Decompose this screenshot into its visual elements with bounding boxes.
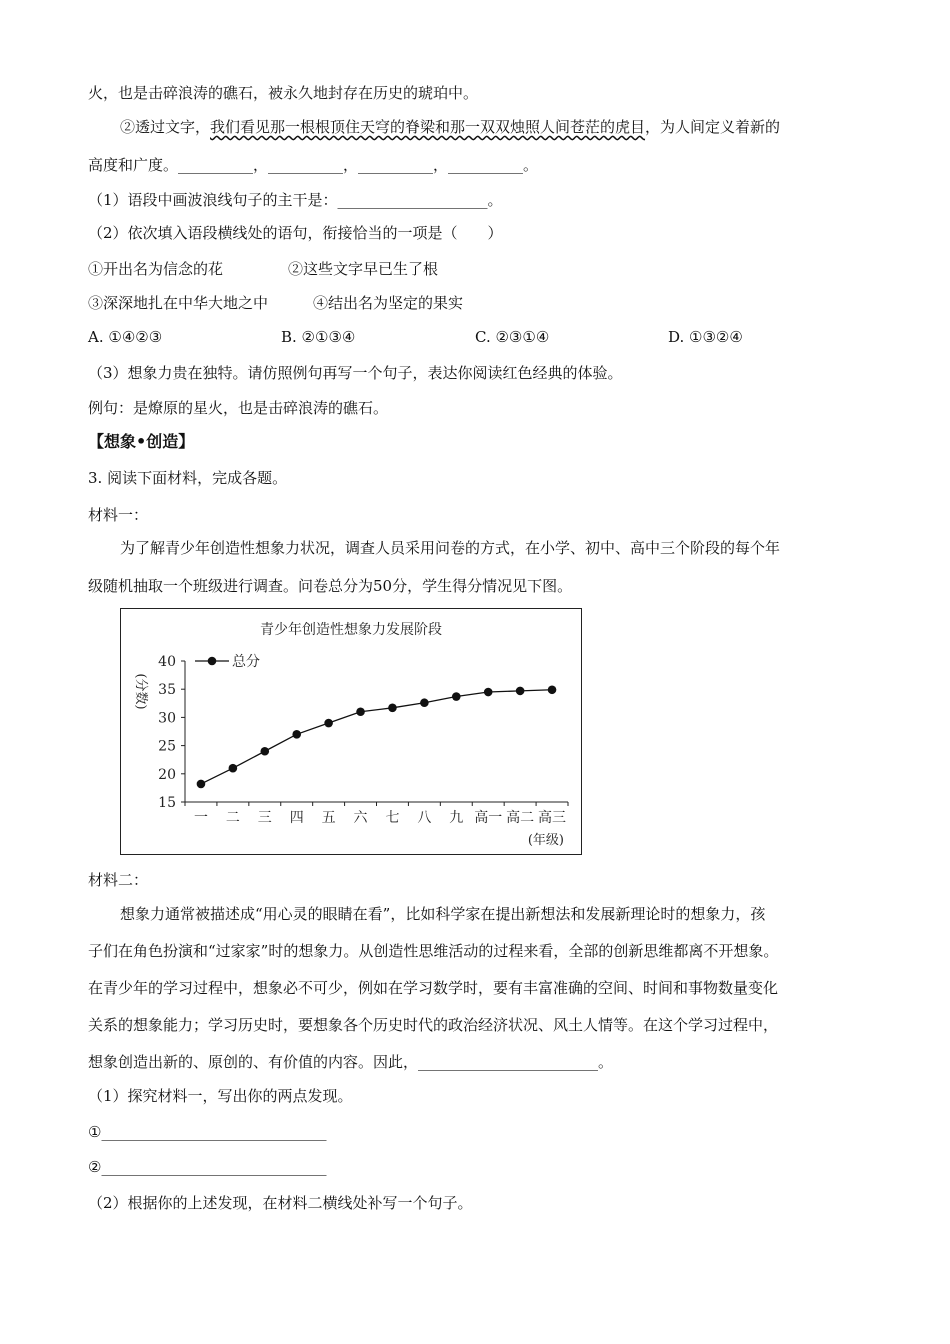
- material-2-para-5: 想象创造出新的、原创的、有价值的内容。因此，________________________。: [88, 1053, 614, 1071]
- line-1: 火，也是击碎浪涛的礁石，被永久地封存在历史的琥珀中。: [88, 84, 479, 102]
- data-point: [197, 780, 206, 789]
- data-point: [356, 707, 365, 716]
- x-tick-label: 高三: [538, 810, 567, 826]
- x-tick-label: 高一: [474, 810, 503, 826]
- option-d: D. ①③②④: [668, 328, 743, 346]
- legend-marker: [208, 657, 217, 666]
- x-tick-label: 三: [257, 810, 272, 826]
- material-1-para-1: 为了解青少年创造性想象力状况，调查人员采用问卷的方式，在小学、初中、高中三个阶段的每个年: [120, 539, 781, 557]
- chart-title: 青少年创造性想象力发展阶段: [260, 622, 442, 638]
- x-tick-label: 一: [193, 810, 208, 826]
- data-point: [548, 685, 557, 694]
- chart-svg: [121, 609, 581, 854]
- x-tick-label: 二: [225, 810, 240, 826]
- data-point: [452, 692, 461, 701]
- line-2-suffix: ，为人间定义着新的: [645, 118, 781, 136]
- x-tick-label: 八: [417, 810, 432, 826]
- task-3: 3. 阅读下面材料，完成各题。: [88, 469, 288, 487]
- x-tick-label: 九: [449, 810, 464, 826]
- line-2-prefix: ②透过文字，: [120, 118, 211, 136]
- option-c: C. ②③①④: [475, 328, 550, 346]
- sub-question-2: （2）根据你的上述发现，在材料二横线处补写一个句子。: [88, 1194, 473, 1212]
- material-2-para-3: 在青少年的学习过程中，想象必不可少，例如在学习数学时，要有丰富准确的空间、时间和事物数量变化: [88, 979, 779, 997]
- option-a: A. ①④②③: [88, 328, 163, 346]
- y-tick-label: 15: [158, 795, 176, 811]
- x-tick-label: 六: [353, 810, 368, 826]
- answer-line-1: ①______________________________: [88, 1123, 327, 1141]
- data-point: [388, 704, 397, 713]
- item-1: ①开出名为信念的花: [88, 260, 224, 278]
- data-point: [516, 687, 525, 696]
- x-tick-label: 七: [385, 810, 400, 826]
- example-sentence: 例句：是燎原的星火，也是击碎浪涛的礁石。: [88, 399, 389, 417]
- x-tick-label: 高二: [506, 810, 535, 826]
- y-tick-label: 30: [158, 710, 176, 727]
- data-point: [292, 730, 301, 739]
- data-point: [484, 688, 493, 697]
- option-b: B. ②①③④: [281, 328, 356, 346]
- x-tick-label: 五: [321, 810, 336, 826]
- line-2: [120, 117, 780, 137]
- data-point: [324, 719, 333, 728]
- question-3: （3）想象力贵在独特。请仿照例句再写一个句子，表达你阅读红色经典的体验。: [88, 364, 623, 382]
- x-axis-label: (年级): [527, 833, 564, 848]
- y-tick-label: 25: [158, 738, 176, 755]
- data-point: [260, 747, 269, 756]
- data-point: [420, 698, 429, 707]
- line-3: 高度和广度。__________，__________，__________，__________。: [88, 156, 539, 174]
- material-2-para-2: 子们在角色扮演和“过家家”时的想象力。从创造性思维活动的过程来看，全部的创新思维都离不开想象。: [88, 942, 779, 960]
- question-2: （2）依次填入语段横线处的语句，衔接恰当的一项是（ ）: [88, 224, 503, 242]
- material-1-para-2: 级随机抽取一个班级进行调查。问卷总分为50分，学生得分情况见下图。: [88, 577, 573, 595]
- y-tick-label: 35: [158, 682, 176, 699]
- answer-line-2: ②______________________________: [88, 1158, 327, 1176]
- wavy-sentence: 我们看见那一根根顶住天穹的脊梁和那一双双烛照人间苍茫的虎目: [210, 118, 646, 136]
- item-2: ②这些文字早已生了根: [288, 260, 439, 278]
- series-line: [201, 690, 552, 784]
- legend-label: 总分: [232, 654, 260, 670]
- y-tick-label: 20: [158, 766, 176, 783]
- material-2-para-4: 关系的想象能力；学习历史时，要想象各个历史时代的政治经济状况、风土人情等。在这个学习过程中，: [88, 1016, 779, 1034]
- section-heading: 【想象•创造】: [88, 432, 195, 451]
- material-1-label: 材料一：: [88, 506, 149, 524]
- material-2-para-1: 想象力通常被描述成“用心灵的眼睛在看”，比如科学家在提出新想法和发展新理论时的想象力，孩: [120, 905, 766, 923]
- question-1: （1）语段中画波浪线句子的主干是：____________________。: [88, 191, 503, 209]
- material-2-label: 材料二：: [88, 871, 149, 889]
- y-axis-label: (分数): [133, 673, 148, 710]
- item-3: ③深深地扎在中华大地之中: [88, 294, 269, 312]
- sub-question-1: （1）探究材料一，写出你的两点发现。: [88, 1087, 353, 1105]
- x-tick-label: 四: [289, 810, 304, 826]
- line-chart: [120, 608, 582, 855]
- data-point: [229, 764, 238, 773]
- y-tick-label: 40: [158, 654, 176, 670]
- item-4: ④结出名为坚定的果实: [313, 294, 464, 312]
